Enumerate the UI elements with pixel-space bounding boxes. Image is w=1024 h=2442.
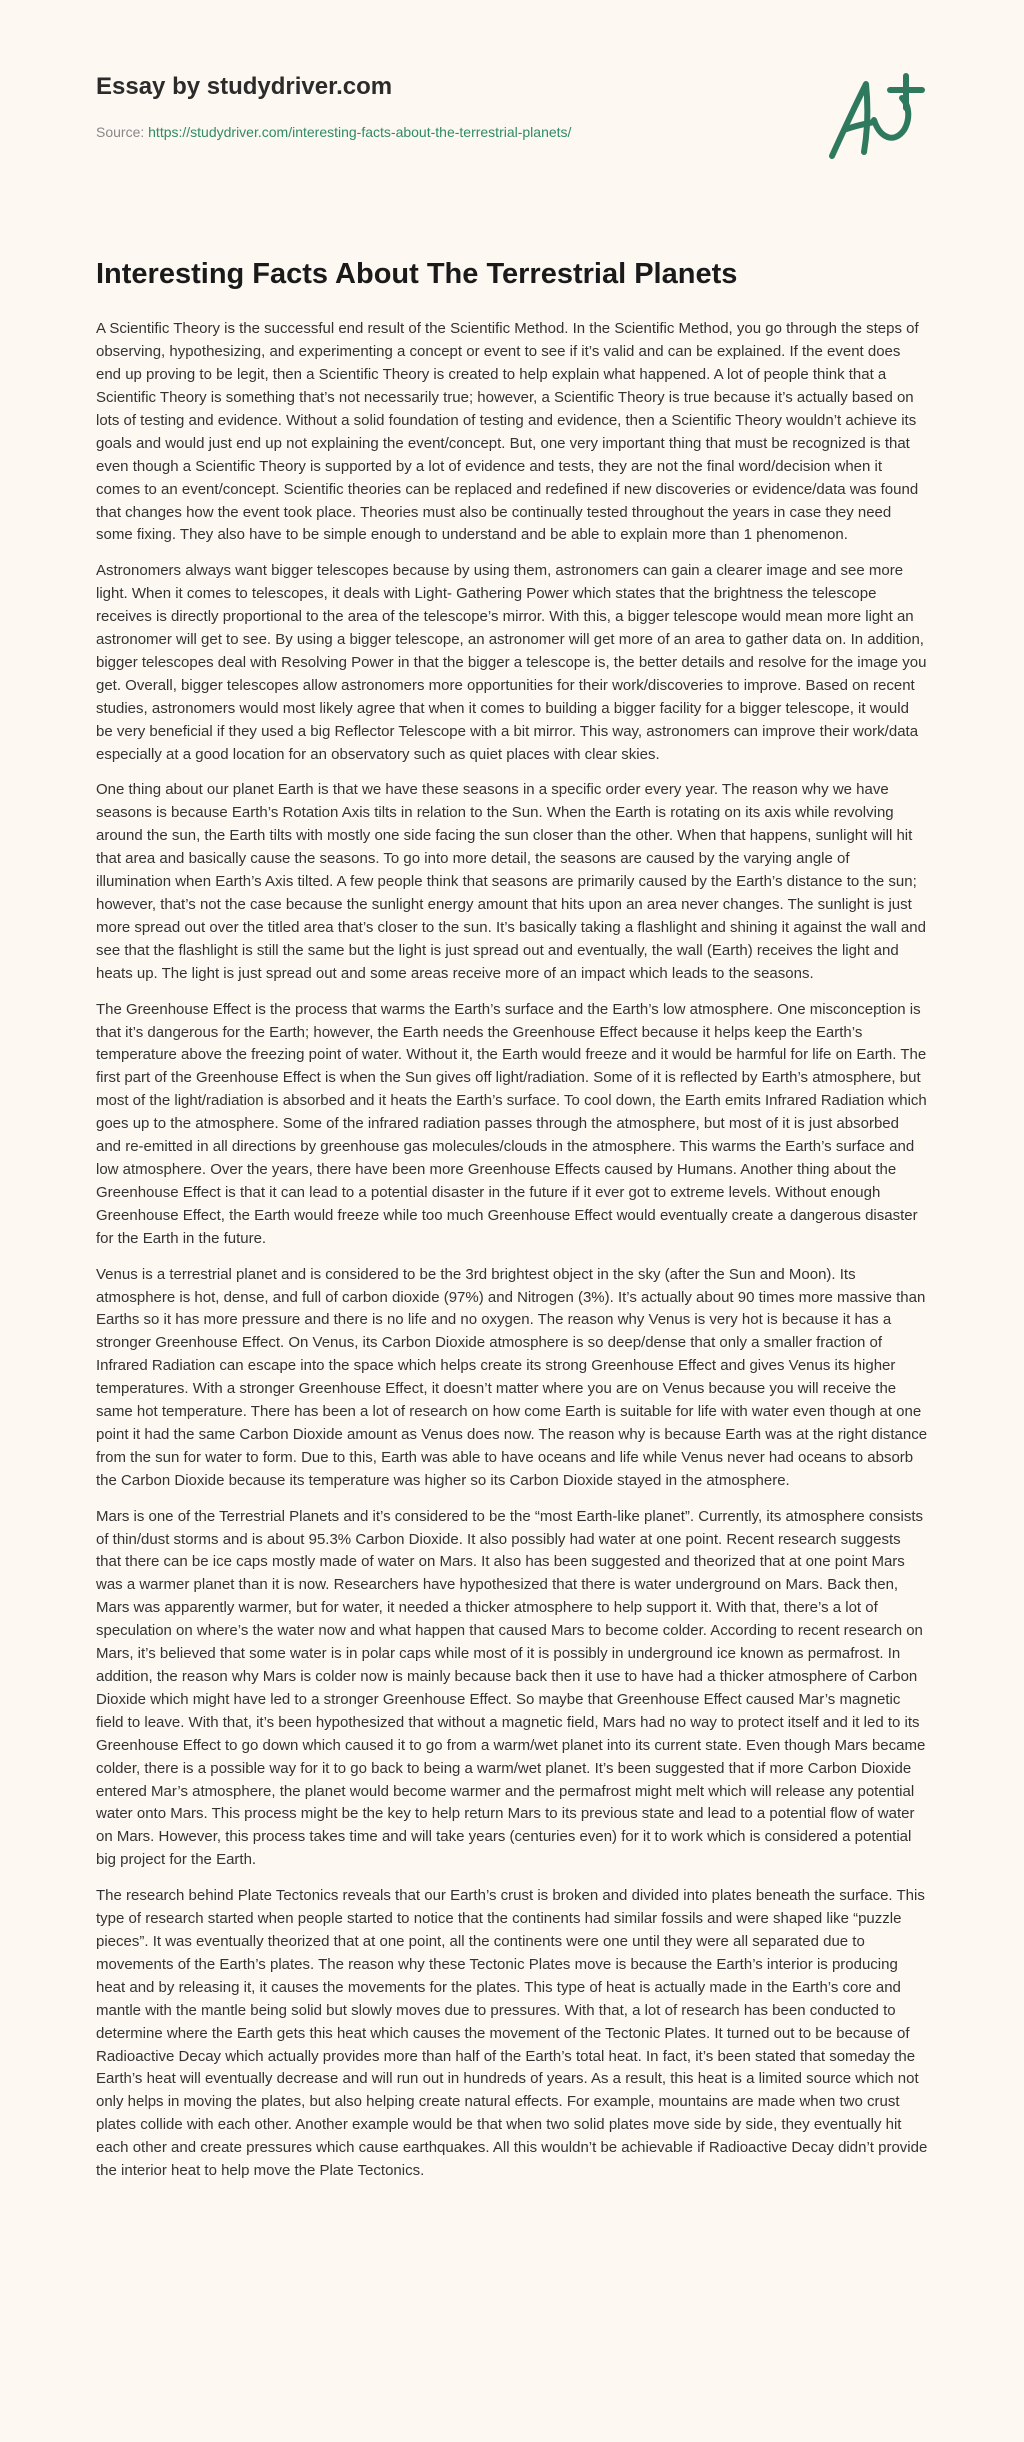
essay-title: Interesting Facts About The Terrestrial Planets — [96, 258, 738, 290]
paragraph-mars: Mars is one of the Terrestrial Planets and it’s considered to be the “most Earth-like planet”. Currently, its atmosphere consists of thin/dust storms and is about 95.3% Carbon Dioxide. It also possibly had water at one point. Recent research suggests that there can be ice caps mostly made of water on Mars. It also has been suggested and theorized that at one point Mars was a warmer planet than it is now. Researchers have hypothesized that there is water underground on Mars. Back then, Mars was apparently warmer, but for water, it needed a thicker atmosphere to help support it. With that, there’s a lot of speculation on where’s the water now and what happen that caused Mars to become colder. According to recent research on Mars, it’s believed that some water is in polar caps while most of it is possibly in underground ice known as permafrost. In addition, the reason why Mars is colder now is mainly because back then it use to have had a thicker atmosphere of Carbon Dioxide which might have led to a stronger Greenhouse Effect. So maybe that Greenhouse Effect caused Mar’s magnetic field to leave. With that, it’s been hypothesized that without a magnetic field, Mars had no way to protect itself and it led to its Greenhouse Effect to go down which caused it to go from a warm/wet planet into its current state. Even though Mars became colder, there is a possible way for it to go back to being a warm/wet planet. It’s been suggested that if more Carbon Dioxide entered Mar’s atmosphere, the planet would become warmer and the permafrost might melt which will release any potential water onto Mars. This process might be the key to help return Mars to its previous state and lead to a potential flow of water on Mars. However, this process takes time and will take years (centuries even) for it to work which is considered a potential big project for the Earth. — [96, 1507, 926, 1869]
a-plus-logo-icon — [824, 68, 928, 164]
page-header — [96, 0, 928, 215]
paragraph-telescopes: Astronomers always want bigger telescopes because by using them, astronomers can gain a clearer image and see more light. When it comes to telescopes, it deals with Light- Gathering Power which states that the brightness the telescope receives is directly proportional to the area of the telescope’s mirror. With this, a bigger telescope would mean more light an astronomer will get to see. By using a bigger telescope, an astronomer will get more of an area to gather data on. In addition, bigger telescopes deal with Resolving Power in that the bigger a telescope is, the better details and resolve for the image you get. Overall, bigger telescopes allow astronomers more opportunities for their work/discoveries to improve. Based on recent studies, astronomers would most likely agree that when it comes to building a bigger facility for a bigger telescope, it would be very beneficial if they used a big Reflector Telescope with a bit mirror. This way, astronomers can improve their work/data especially at a good location for an observatory such as quiet places with clear skies. — [96, 562, 927, 763]
paragraph-scientific-theory: A Scientific Theory is the successful end result of the Scientific Method. In the Scientific Method, you go through the steps of observing, hypothesizing, and experimenting a concept or event to see if it’s valid and can be explained. If the event does end up proving to be legit, then a Scientific Theory is created to help explain what happened. A lot of people think that a Scientific Theory is something that’s not necessarily true; however, a Scientific Theory is true because it’s actually based on lots of testing and evidence. Without a solid foundation of testing and evidence, then a Scientific Theory wouldn’t achieve its goals and would just end up not explaining the event/concept. But, one very important thing that must be recognized is that even though a Scientific Theory is supported by a lot of evidence and tests, they are not the final word/decision when it comes to an event/concept. Scientific theories can be replaced and redefined if new discoveries or evidence/data was found that changes how the event took place. Theories must also be continually tested throughout the years in case they need some fixing. They also have to be simple enough to understand and be able to explain more than 1 phenomenon. — [96, 320, 919, 544]
paragraph-greenhouse-effect: The Greenhouse Effect is the process that warms the Earth’s surface and the Earth’s low atmosphere. One misconception is that it’s dangerous for the Earth; however, the Earth needs the Greenhouse Effect because it helps keep the Earth’s temperature above the freezing point of water. Without it, the Earth would freeze and it would be harmful for life on Earth. The first part of the Greenhouse Effect is when the Sun gives off light/radiation. Some of it is reflected by Earth’s atmosphere, but most of the light/radiation is absorbed and it heats the Earth’s surface. To cool down, the Earth emits Infrared Radiation which goes up to the atmosphere. Some of the infrared radiation passes through the atmosphere, but most of it is just absorbed and re-emitted in all directions by greenhouse gas molecules/clouds in the atmosphere. This warms the Earth’s surface and low atmosphere. Over the years, there have been more Greenhouse Effects caused by Humans. Another thing about the Greenhouse Effect is that it can lead to a potential disaster in the future if it ever got to extreme levels. Without enough Greenhouse Effect, the Earth would freeze while too much Greenhouse Effect would eventually create a dangerous disaster for the Earth in the future. — [96, 1000, 927, 1247]
source-line — [96, 124, 571, 140]
source-link[interactable]: https://studydriver.com/interesting-facts-about-the-terrestrial-planets/ — [148, 124, 572, 140]
essay-content — [96, 256, 928, 2183]
source-label: Source: — [96, 124, 149, 140]
paragraph-plate-tectonics: The research behind Plate Tectonics reveals that our Earth’s crust is broken and divided into plates beneath the surface. This type of research started when people started to notice that the continents had similar fossils and were shaped like “puzzle pieces”. It was eventually theorized that at one point, all the continents were one until they were all separated due to movements of the Earth’s plates. The reason why these Tectonic Plates move is because the Earth’s interior is producing heat and by releasing it, it causes the movements for the plates. This type of heat is actually made in the Earth’s core and mantle with the mantle being solid but slowly moves due to pressures. With that, a lot of research has been conducted to determine where the Earth gets this heat which causes the movement of the Tectonic Plates. It turned out to be because of Radioactive Decay which actually provides more than half of the Earth’s total heat. In fact, it’s been stated that someday the Earth’s heat will eventually decrease and will run out in hundreds of years. As a result, this heat is a limited source which not only helps in moving the plates, but also helping create natural effects. For example, mountains are made when two crust plates collide with each other. Another example would be that when two solid plates move side by side, they eventually hit each other and create pressures which cause earthquakes. All this wouldn’t be achievable if Radioactive Decay didn’t provide the interior heat to help move the Plate Tectonics. — [96, 1887, 928, 2180]
paragraph-venus: Venus is a terrestrial planet and is considered to be the 3rd brightest object in the sky (after the Sun and Moon). Its atmosphere is hot, dense, and full of carbon dioxide (97%) and Nitrogen (3%). It’s actually about 90 times more massive than Earths so it has more pressure and there is no life and no oxygen. The reason why Venus is very hot is because it has a stronger Greenhouse Effect. On Venus, its Carbon Dioxide atmosphere is so deep/dense that only a smaller fraction of Infrared Radiation can escape into the space which helps create its strong Greenhouse Effect and gives Venus its higher temperatures. With a stronger Greenhouse Effect, it doesn’t matter where you are on Venus because you will receive the same hot temperature. There has been a lot of research on how come Earth is suitable for life with water even though at one point it had the same Carbon Dioxide amount as Venus does now. The reason why is because Earth was at the right distance from the sun for water to form. Due to this, Earth was able to have oceans and life while Venus never had oceans to absorb the Carbon Dioxide because its temperature was higher so its Carbon Dioxide stayed in the atmosphere. — [96, 1265, 928, 1489]
paragraph-seasons: One thing about our planet Earth is that we have these seasons in a specific order every year. The reason why we have seasons is because Earth’s Rotation Axis tilts in relation to the Sun. When the Earth is rotating on its axis while revolving around the sun, the Earth tilts with mostly one side facing the sun closer than the other. When that happens, sunlight will hit that area and basically cause the seasons. To go into more detail, the seasons are caused by the varying angle of illumination when Earth’s Axis tilted. A few people think that seasons are primarily caused by the Earth’s distance to the sun; however, that’s not the case because the sunlight energy amount that hits upon an area never changes. The sunlight is just more spread out over the titled area that’s closer to the sun. It’s basically taking a flashlight and shining it against the wall and see that the flashlight is still the same but the light is just spread out and eventually, the wall (Earth) receives the light and heats up. The light is just spread out and some areas receive more of an impact which leads to the seasons. — [96, 781, 926, 982]
site-title: Essay by studydriver.com — [96, 73, 393, 100]
